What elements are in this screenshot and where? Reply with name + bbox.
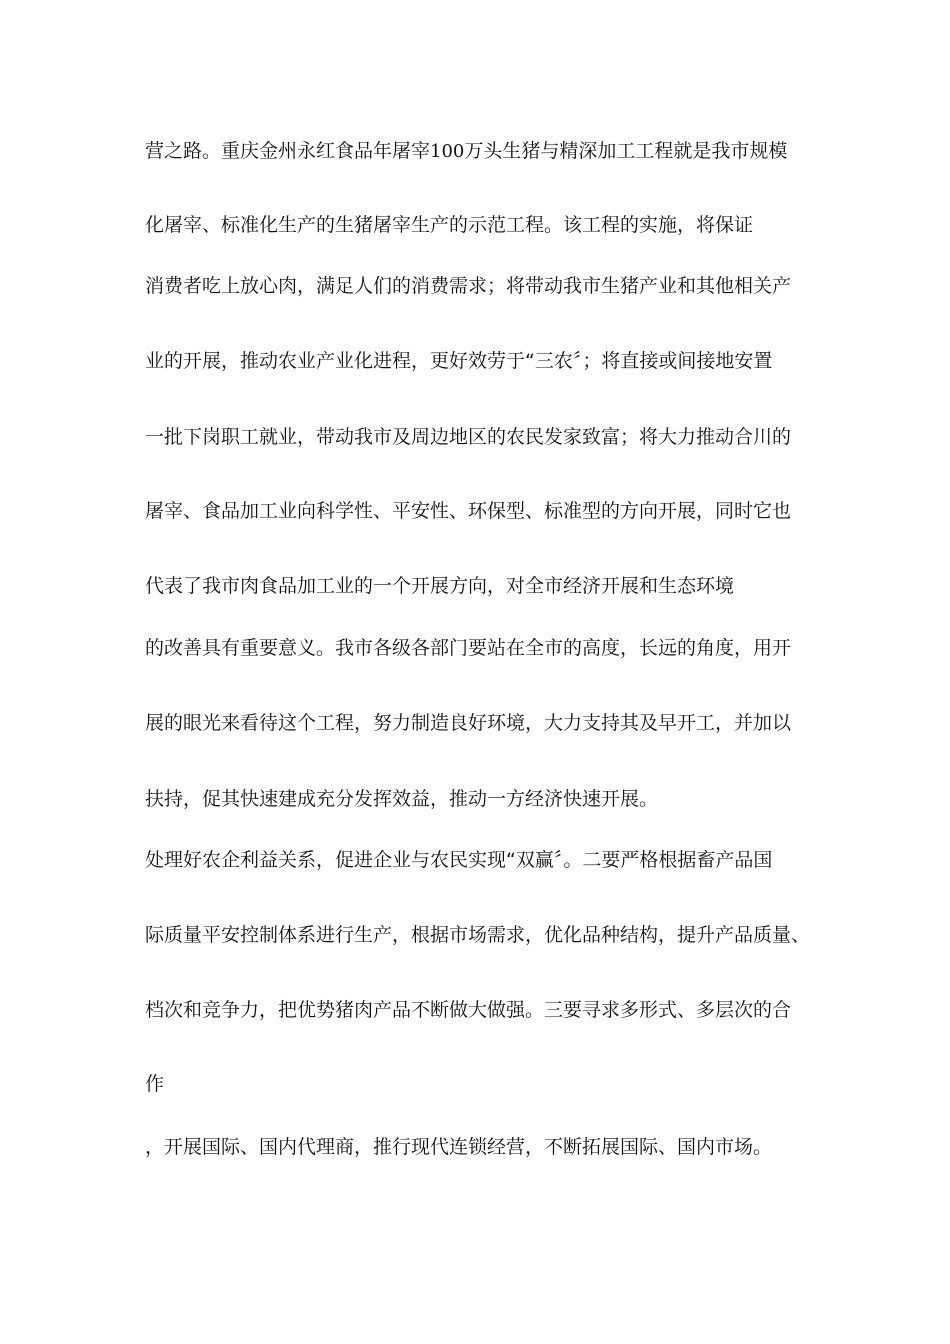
text-line-9: 展的眼光来看待这个工程，努力制造良好环境，大力支持其及早开工，并加以 [145,712,792,734]
text-line-1 [145,139,845,164]
text-line-14: 作 [145,1073,165,1095]
text-segment: 万头生猪与精深加工工程就是我市规模 [464,140,788,162]
text-line-12: 际质量平安控制体系进行生产，根据市场需求，优化品种结构，提升产品质量、 [145,924,811,946]
text-line-4: 业的开展，推动农业产业化进程，更好效劳于“三农〞；将直接或间接地安置 [145,350,773,372]
text-line-13: 档次和竞争力，把优势猪肉产品不断做大做强。三要寻求多形式、多层次的合 [145,999,792,1021]
text-line-7: 代表了我市肉食品加工业的一个开展方向，对全市经济开展和生态环境 [145,575,735,597]
text-line-11: 处理好农企利益关系，促进企业与农民实现“双赢〞。二要严格根据畜产品国 [145,849,773,871]
text-line-3: 消费者吃上放心肉，满足人们的消费需求；将带动我市生猪产业和其他相关产 [145,275,792,297]
text-segment: 营之路。重庆金州永红食品年屠宰 [145,140,431,162]
text-line-15: ，开展国际、国内代理商，推行现代连锁经营，不断拓展国际、国内市场。 [145,1136,773,1158]
text-line-6: 屠宰、食品加工业向科学性、平安性、环保型、标准型的方向开展，同时它也 [145,500,792,522]
text-line-10: 扶持，促其快速建成充分发挥效益，推动一方经济快速开展。 [145,788,659,810]
text-line-2: 化屠宰、标准化生产的生猪屠宰生产的示范工程。该工程的实施，将保证 [145,214,754,236]
text-line-8: 的改善具有重要意义。我市各级各部门要站在全市的高度，长远的角度，用开 [145,637,792,659]
text-line-5: 一批下岗职工就业，带动我市及周边地区的农民发家致富；将大力推动合川的 [145,426,792,448]
number-100: 100 [430,141,465,162]
